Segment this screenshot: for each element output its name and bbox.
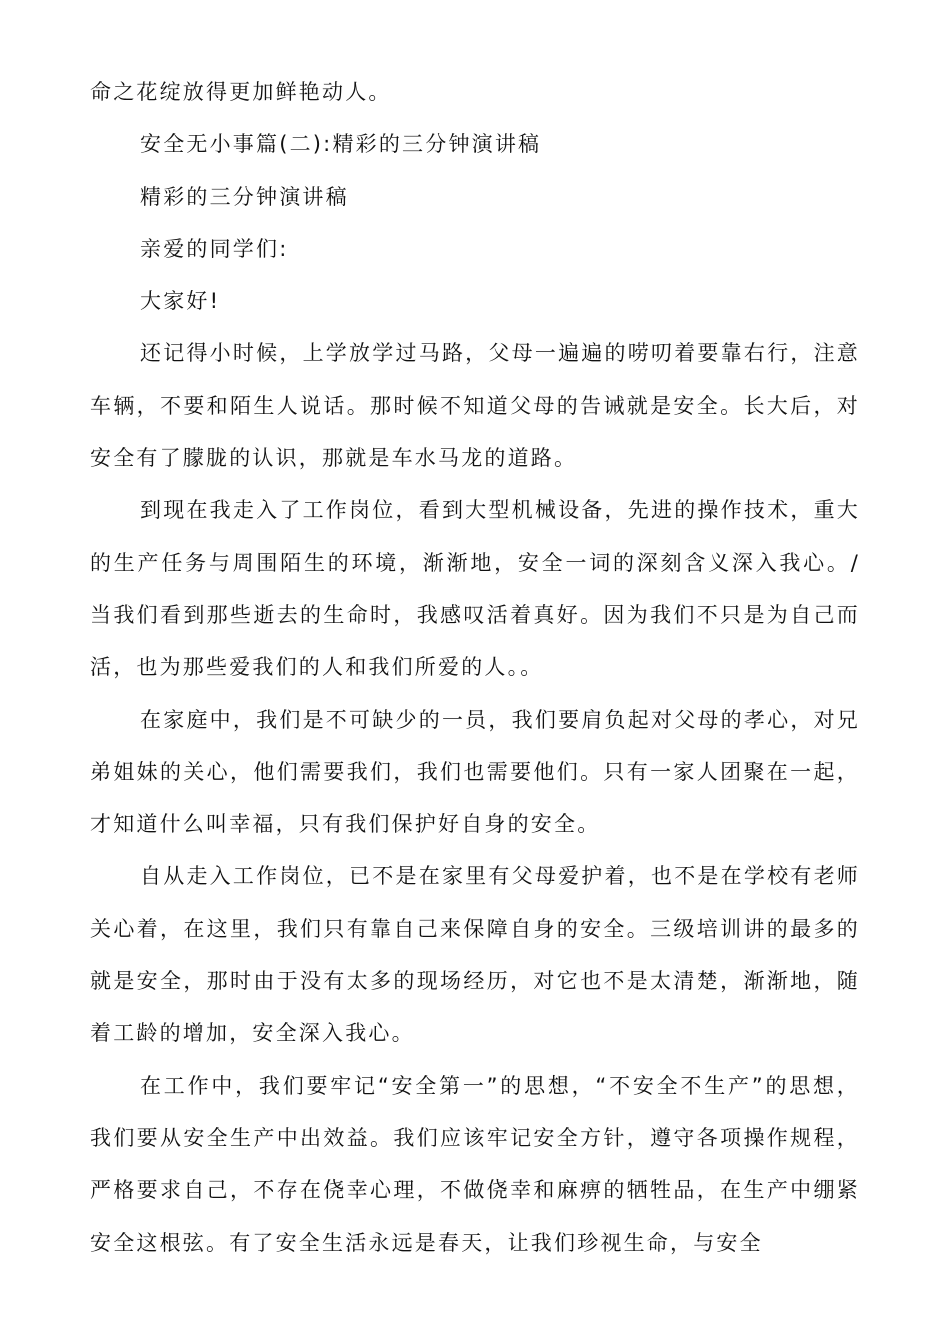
salutation: 亲爱的同学们:	[140, 236, 289, 261]
paragraph: 自从走入工作岗位，已不是在家里有父母爱护着，也不是在学校有老师关心着，在这里，我们只有靠自己来保障自身的安全。三级培训讲的最多的就是安全，那时由于没有太多的现场经历，对它也不是太清楚，渐渐地，随着工龄的增加，安全深入我心。	[90, 864, 860, 1046]
speech-title: 精彩的三分钟演讲稿	[140, 184, 349, 209]
paragraph: 在工作中，我们要牢记“安全第一”的思想，“不安全不生产”的思想，我们要从安全生产中出效益。我们应该牢记安全方针，遵守各项操作规程，严格要求自己，不存在侥幸心理，不做侥幸和麻痹的牺牲品，在生产中绷紧安全这根弦。有了安全生活永远是春天，让我们珍视生命，与安全	[90, 1073, 860, 1255]
paragraph: 到现在我走入了工作岗位，看到大型机械设备，先进的操作技术，重大的生产任务与周围陌生的环境，渐渐地，安全一词的深刻含义深入我心。/当我们看到那些逝去的生命时，我感叹活着真好。因为我们不只是为自己而活，也为那些爱我们的人和我们所爱的人。。	[90, 498, 860, 680]
paragraph: 命之花绽放得更加鲜艳动人。	[90, 80, 392, 104]
document-body	[90, 66, 860, 1269]
greeting: 大家好!	[140, 289, 221, 314]
paragraph: 在家庭中，我们是不可缺少的一员，我们要肩负起对父母的孝心，对兄弟姐妹的关心，他们需要我们，我们也需要他们。只有一家人团聚在一起，才知道什么叫幸福，只有我们保护好自身的安全。	[90, 707, 860, 837]
paragraph: 还记得小时候，上学放学过马路，父母一遍遍的唠叨着要靠右行，注意车辆，不要和陌生人说话。那时候不知道父母的告诫就是安全。长大后，对安全有了朦胧的认识，那就是车水马龙的道路。	[90, 341, 860, 471]
section-heading: 安全无小事篇(二):精彩的三分钟演讲稿	[140, 132, 542, 157]
